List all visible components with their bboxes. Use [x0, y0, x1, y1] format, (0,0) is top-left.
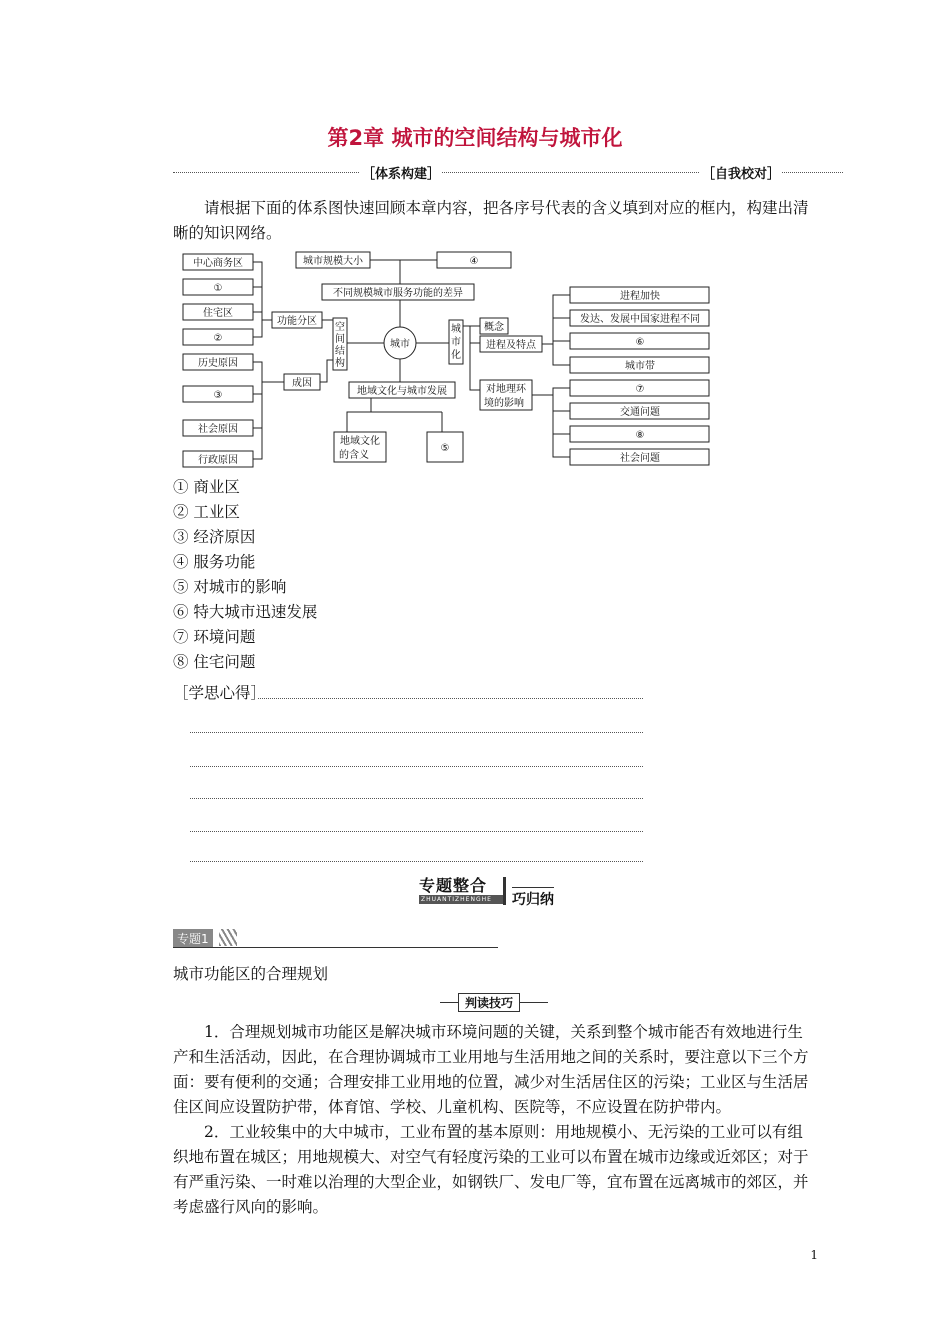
- left-col: [183, 254, 253, 467]
- topic-stripes: [219, 929, 237, 946]
- banner-divider: [503, 877, 506, 905]
- svg-text:地域文化: 地域文化: [340, 436, 380, 447]
- left-box-7: 社会原因: [198, 424, 238, 435]
- tag-self-check: ［自我校对］: [700, 163, 782, 182]
- reflect-line-3[interactable]: [190, 766, 643, 767]
- banner-main: 专题整合: [419, 876, 488, 895]
- urbanization-box: 化: [451, 350, 461, 361]
- banner-sub: 巧归纳: [512, 887, 554, 909]
- answer-4: ④ 服务功能: [173, 553, 256, 571]
- skill-label-text: 判读技巧: [458, 993, 520, 1012]
- reflect-line-5[interactable]: [190, 831, 643, 832]
- reflect-line-6[interactable]: [190, 861, 643, 862]
- intro-text: 请根据下面的体系图快速回顾本章内容，把各序号代表的含义填到对应的框内，构建出清晰的知识网络。: [173, 199, 809, 242]
- answer-1: ① 商业区: [173, 478, 240, 496]
- topic-title: 城市功能区的合理规划: [173, 965, 329, 983]
- space-char-2: 间: [335, 334, 345, 345]
- blank-5-box: ⑤: [440, 443, 450, 454]
- func-zone-box: 功能分区: [277, 316, 317, 327]
- reflect-label: ［学思心得］: [173, 684, 267, 702]
- tag-system-build: ［体系构建］: [360, 163, 442, 182]
- left-box-3: 住宅区: [203, 308, 233, 319]
- left-box-5: 历史原因: [198, 358, 238, 369]
- right-box-1: 进程加快: [620, 291, 660, 302]
- answer-3: ③ 经济原因: [173, 528, 256, 546]
- right-box-2: 发达、发展中国家进程不同: [580, 314, 700, 325]
- process-box: 进程及特点: [486, 340, 536, 351]
- blank-4-box: ④: [469, 256, 479, 267]
- right-box-5: ⑦: [635, 384, 645, 395]
- answer-2: ② 工业区: [173, 503, 240, 521]
- right-box-4: 城市带: [625, 361, 655, 372]
- left-box-6: ③: [213, 390, 223, 401]
- topic-label: 专题1: [173, 929, 213, 948]
- answer-6: ⑥ 特大城市迅速发展: [173, 603, 318, 621]
- space-char-4: 构: [335, 358, 345, 369]
- knowledge-diagram: [0, 0, 950, 480]
- topic-header: [173, 929, 498, 949]
- culture-box: 地域文化与城市发展: [357, 386, 447, 397]
- skill-label: [440, 993, 548, 1011]
- answer-8: ⑧ 住宅问题: [173, 653, 256, 671]
- topic-banner: [419, 873, 569, 909]
- right-box-3: ⑥: [635, 337, 645, 348]
- space-char-1: 空: [335, 322, 345, 333]
- left-box-1: 中心商务区: [193, 258, 243, 269]
- page-title: 第2章 城市的空间结构与城市化: [327, 126, 623, 150]
- paragraph-2: 2．工业较集中的大中城市，工业布置的基本原则：用地规模小、无污染的工业可以有组织地布置在城区；用地规模大、对空气有轻度污染的工业可以布置在城市边缘或近郊区；对于有严重污染、一时难以治理的大型企业，如钢铁厂、发电厂等，宜布置在远离城市的郊区，并考虑盛行风向的影响。: [173, 1123, 809, 1216]
- paragraph-1: 1．合理规划城市功能区是解决城市环境问题的关键，关系到整个城市能否有效地进行生产和生活活动，因此，在合理协调城市工业用地与生活用地之间的关系时，要注意以下三个方面：要有便利的交通；合理安排工业用地的位置，减少对生活居住区的污染；工业区与生活居住区间应设置防护带，体育馆、学校、儿童机构、医院等，不应设置在防护带内。: [173, 1023, 809, 1116]
- concept-box: 概念: [484, 322, 504, 333]
- svg-text:市: 市: [451, 337, 461, 348]
- reflect-line-1[interactable]: [258, 698, 643, 699]
- city-scale-box: 城市规模大小: [303, 256, 363, 267]
- page-number: 1: [810, 1248, 818, 1262]
- svg-text:对地理环: 对地理环: [486, 384, 526, 395]
- answer-list: [173, 475, 317, 675]
- space-char-3: 结: [335, 346, 345, 357]
- impact-box: 境的影响: [484, 398, 524, 409]
- topic-underline: [173, 947, 498, 948]
- answer-5: ⑤ 对城市的影响: [173, 578, 287, 596]
- answer-7: ⑦ 环境问题: [173, 628, 256, 646]
- cause-box: 成因: [292, 378, 312, 389]
- svg-text:城: 城: [451, 324, 461, 335]
- left-box-8: 行政原因: [198, 455, 238, 466]
- left-box-4: ②: [213, 333, 223, 344]
- culture-meaning: 的含义: [339, 450, 369, 461]
- left-box-2: ①: [213, 283, 223, 294]
- banner-pinyin: ZHUANTIZHENGHE: [419, 895, 503, 904]
- center-node: 城市: [390, 339, 410, 350]
- right-box-7: ⑧: [635, 430, 645, 441]
- right-box-8: 社会问题: [620, 453, 660, 464]
- right-box-6: 交通问题: [620, 407, 660, 418]
- reflect-line-2[interactable]: [190, 732, 643, 733]
- service-diff-box: 不同规模城市服务功能的差异: [333, 288, 463, 299]
- reflect-line-4[interactable]: [190, 798, 643, 799]
